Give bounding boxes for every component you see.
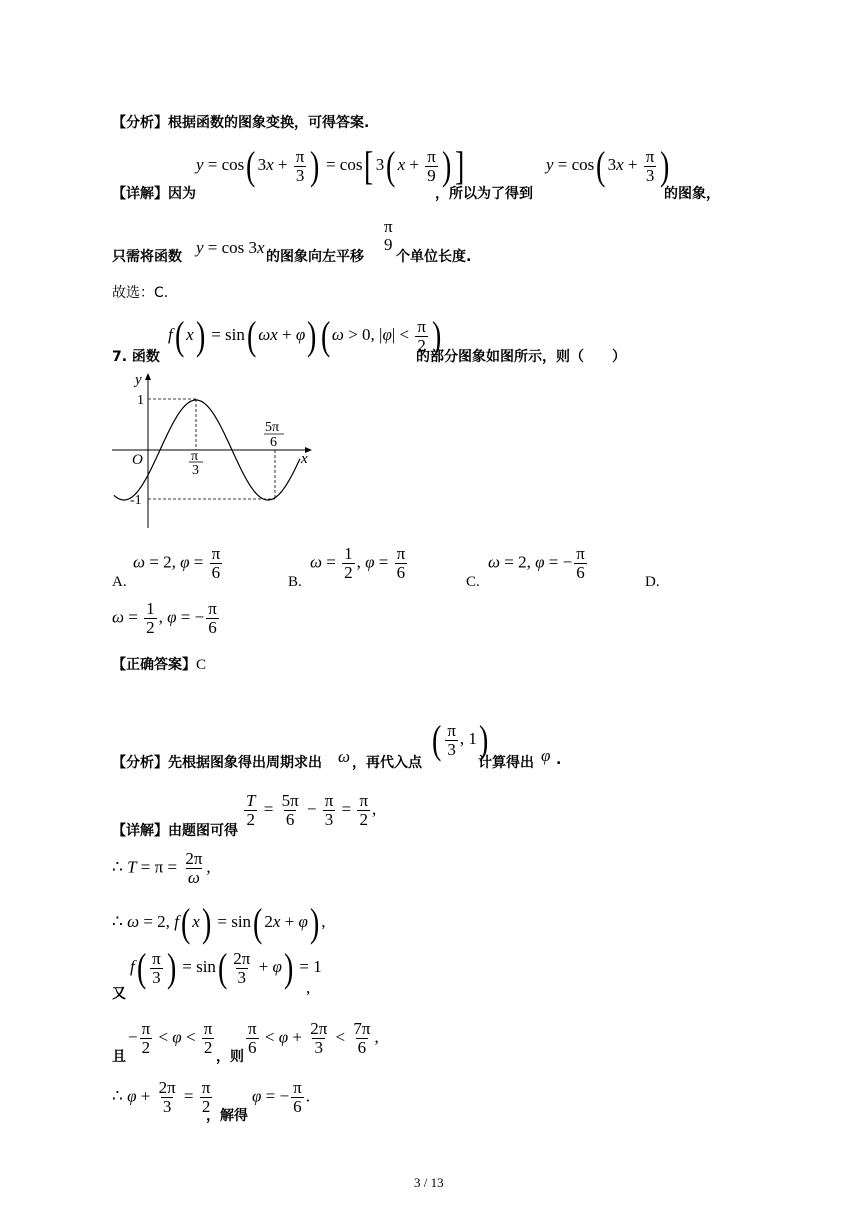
option-b-label[interactable]: B. <box>288 574 302 590</box>
formula-point: ( $\frac{\pi}{3}$ , 1) <box>431 717 489 762</box>
option-a-label[interactable]: A. <box>112 574 127 590</box>
shift-text-1: 只需将函数 <box>112 249 182 265</box>
comma-1: , <box>306 978 311 997</box>
formula-phi-range-2: $\frac{\pi}{6}$ < φ + $\frac{2\pi}{3}$ < $\frac{7\pi}{6}$ , <box>248 1019 379 1057</box>
formula-half-period: $\frac{T}{2}$ = $\frac{5\pi}{6}$ − $\frac{\pi}{3}$ = $\frac{\pi}{2}$ , <box>246 791 377 829</box>
detail2-tag: 【详解】 <box>112 823 168 839</box>
analysis-line <box>112 112 369 132</box>
detail-end: 的图象， <box>664 186 720 202</box>
tick-one: 1 <box>137 393 144 408</box>
analysis-tag: 【分析】 <box>112 115 168 131</box>
option-c-formula[interactable]: ω = 2, φ = − $\frac{\pi}{6}$ <box>488 544 585 582</box>
formula-f-def: f( x) = sin( ωx + φ)( ω > 0, |φ| < $\frac{\pi}{2}$ ) <box>168 313 442 358</box>
formula-phi-range: − $\frac{\pi}{2}$ < φ < $\frac{\pi}{2}$ <box>128 1019 213 1057</box>
detail-mid: ，所以为了得到 <box>435 186 533 202</box>
question-7-number: 7. 函数 <box>112 349 160 365</box>
option-d-formula[interactable]: ω = $\frac{1}{2}$ , φ = − $\frac{\pi}{6}$ <box>112 599 217 637</box>
detail2-text: 由题图可得 <box>168 823 238 839</box>
tick-5pi6-num: 5π <box>265 420 280 435</box>
detail-because: 因为 <box>168 186 196 202</box>
question-7-text: 的部分图象如图所示，则（ ） <box>416 349 626 365</box>
analysis2-tag: 【分析】 <box>112 755 168 771</box>
sine-graph <box>108 368 318 533</box>
analysis2-end: . <box>556 752 562 768</box>
formula-phi-eq: ∴ φ + $\frac{2\pi}{3}$ = $\frac{\pi}{2}$ <box>112 1078 211 1116</box>
ze-label: ，则 <box>216 1049 244 1065</box>
answer-value: C <box>196 657 207 673</box>
correct-answer <box>112 654 206 674</box>
option-c-label[interactable]: C. <box>466 574 480 590</box>
you-label: 又 <box>112 986 126 1002</box>
formula-period: ∴ T = π = $\frac{2\pi}{\omega}$ , <box>112 849 211 887</box>
analysis2-text3: 计算得出 <box>478 755 534 771</box>
origin-label: O <box>132 452 143 468</box>
detail-tag: 【详解】 <box>112 186 168 202</box>
jiede-label: ，解得 <box>206 1108 248 1124</box>
analysis2-text2: ，再代入点 <box>352 755 422 771</box>
formula-f-pi3: f( $\frac{\pi}{3}$ ) = sin( $\frac{2\pi}{3}$ + φ) = 1 <box>130 945 322 990</box>
formula-phi-result: φ = − $\frac{\pi}{6}$ . <box>252 1078 310 1116</box>
y-axis-label: y <box>135 372 142 388</box>
detail-tag-line <box>112 183 196 203</box>
page-number: 3 / 13 <box>414 1175 444 1190</box>
choice-line: 故选：C. <box>112 285 169 301</box>
tick-5pi6-den: 6 <box>270 435 277 450</box>
option-d-label[interactable]: D. <box>645 574 660 590</box>
formula-pi9: π 9 <box>384 217 393 254</box>
formula-omega-2: ∴ ω = 2, f( x) = sin( 2x + φ) , <box>112 900 326 945</box>
qie-label: 且 <box>112 1049 126 1065</box>
formula-cos-transform: y = cos( 3x + $\frac{\pi}{3}$ ) = cos[ 3( x + $\frac{\pi}{9}$ )] <box>196 143 465 188</box>
answer-tag: 【正确答案】 <box>112 657 196 673</box>
tick-pi3-den: 3 <box>192 463 199 478</box>
tick-pi3-num: π <box>191 449 199 464</box>
analysis2-text1: 先根据图象得出周期求出 <box>168 755 322 771</box>
formula-target: y = cos( 3x + $\frac{\pi}{3}$ ) <box>546 143 670 188</box>
x-axis-label: x <box>301 451 308 467</box>
formula-cos3x: y = cos 3x <box>196 238 265 257</box>
option-a-formula[interactable]: ω = 2, φ = $\frac{\pi}{6}$ <box>133 544 221 582</box>
formula-phi: φ <box>541 746 551 765</box>
option-b-formula[interactable]: ω = $\frac{1}{2}$ , φ = $\frac{\pi}{6}$ <box>310 544 406 582</box>
shift-text-3: 个单位长度. <box>396 249 472 265</box>
tick-neg-one: -1 <box>130 493 142 508</box>
formula-omega: ω <box>338 747 351 766</box>
analysis-text: 根据函数的图象变换，可得答案. <box>168 115 370 131</box>
analysis2-line <box>112 752 322 772</box>
shift-text-2: 的图象向左平移 <box>266 249 364 265</box>
detail2-line <box>112 820 238 840</box>
